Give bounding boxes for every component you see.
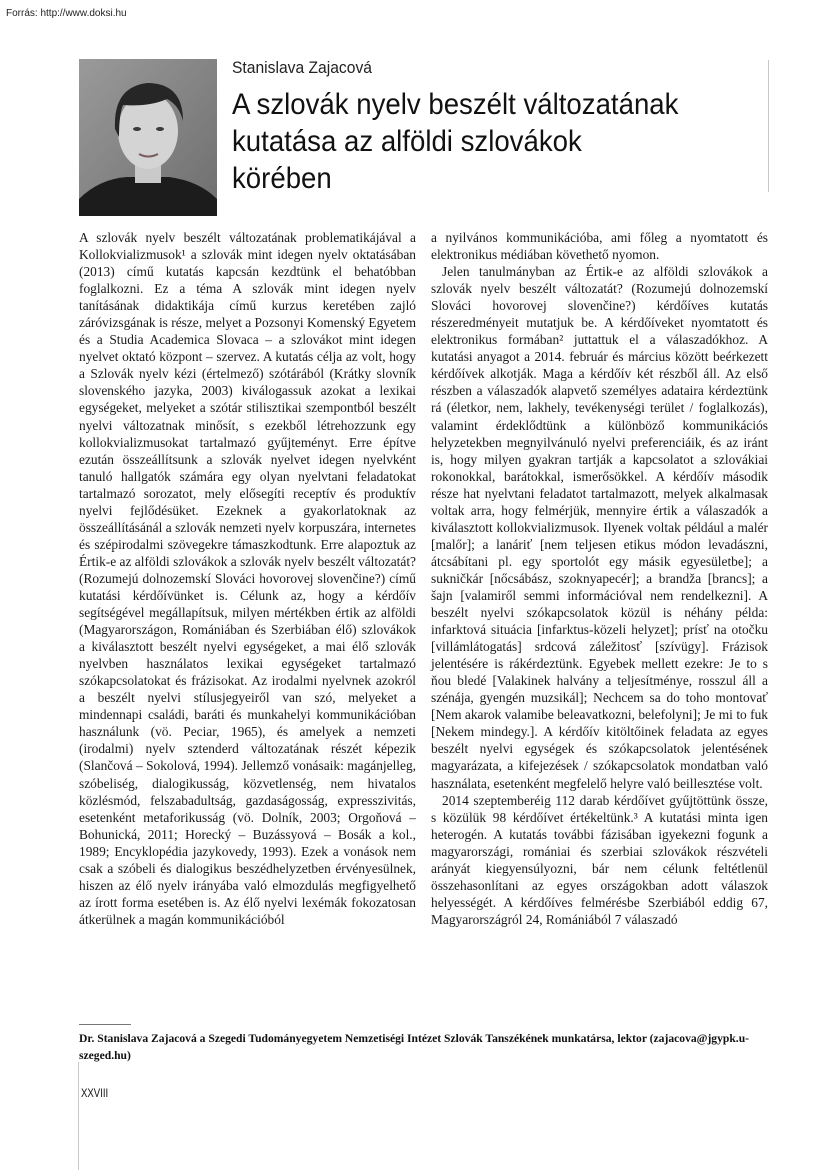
body-paragraph: Jelen tanulmányban az Értik-e az alföldi szlovákok a szlovák nyelv beszélt változatát? (Rozumejú dolnozemskí Slováci hovorovej slovenčine?) kérdőíves kutatás részeredményeit mutatjuk be. A kérdőíveket nyomtatott és elektronikus formában² juttattuk el a válaszadókhoz. A kutatási anyagot a 2014. február és március között beérkezett kérdőívek alkotják. Maga a kérdőív két részből áll. Az első részben a válaszadók alapvető személyes adataira kérdeztünk rá (életkor, nem, lakhely, tevékenységi terület / foglalkozás), valamint érdeklődtünk a különböző kommunikációs helyzetekben megnyilvánuló nyelvi preferenciáik, és az iránt is, hogy milyen gyakran tartják a kapcsolatot a szlovákiai rokonokkal, barátokkal, ismerősökkel. A kérdőív második része hat nyelvtani feladatot tartalmazott, melyek alkalmasak voltak arra, hogy felmérjük, mennyire értik a válaszadók a kiválasztott kollokvializmusok. Ilyenek voltak például a malér [malőr]; a lanáriť [nem teljesen etikus módon levadászni, átcsábítani pl. egy sportolót egy másik egyesületbe]; a sukničkár [nőcsábász, szoknyapecér]; a brandža [brancs]; a šajn [valamiről semmi információval nem rendelkezni]. A beszélt nyelvi szókapcsolatok közül is néhány példa: infarktová situácia [infarktus-közeli helyzet]; prísť na otočku [villámlátogatás] srdcová záležitosť [szívügy]. Frázisok jelentésére is rákérdeztünk. Egyebek mellett ezekre: Je to s ňou bledé [Valakinek halvány a teljesítménye, rosszul áll a szénája, gyengén muzsikál]; Nechcem sa do toho montovať [Nem akarok valamibe beleavatkozni, belefolyni]; Je mi to fuk [Nekem mindegy.]. A kérdőív kitöltőinek feladata az egyes beszélt nyelvi egységek és szókapcsolatok jelentésének magyarázata, a kifejezések / szókapcsolatok mondatban való használata, esetenként megfelelő helyre való beillesztése volt. [431,264,768,791]
title-line: körében [232,162,332,195]
author-name: Stanislava Zajacová [232,58,372,77]
article-title [232,86,772,197]
left-column [79,229,416,928]
margin-line [78,1062,79,1170]
author-portrait [79,59,217,216]
body-paragraph: a nyilvános kommunikációba, ami főleg a nyomtatott és elektronikus médiában követhető nyomon. [431,230,768,263]
author-footnote: Dr. Stanislava Zajacová a Szegedi Tudományegyetem Nemzetiségi Intézet Szlovák Tanszékének munkatársa, lektor (zajacova@jgypk.u-szeged.hu) [79,1032,750,1062]
footnote-rule [79,1024,131,1025]
body-paragraph: A szlovák nyelv beszélt változatának problematikájával a Kollokvializmusok¹ a szlovák mint idegen nyelv oktatásában (2013) című kutatás kapcsán kezdtünk el behatóbban foglalkozni. Ez a téma A szlovák mint idegen nyelv tanításának didaktikája című kurzus keretében zajló záróvizsgának is része, melyet a Pozsonyi Komenský Egyetem és a Studia Academica Slovaca – a szlovákot mint idegen nyelvet oktató központ – szervez. A kutatás célja az volt, hogy a Szlovák nyelv kézi (értelmező) szótárából (Krátky slovník slovenského jazyka, 2003) kiválogassuk azokat a lexikai egységeket, melyeket a szótár stilisztikai szempontból beszélt nyelvi változatnak minősít, s ezekből létrehozzunk egy kollokvializmusokat tartalmazó gyűjteményt. Erre építve ezután összeállítsunk a szlovák nyelvet idegen nyelvként tanuló hallgatók számára egy olyan nyelvtani feladatokat tartalmazó sorozatot, mely elősegíti receptív és produktív nyelvi fejlődésüket. Ezeknek a gyakorlatoknak az összeállításánál a szlovák nemzeti nyelv korpuszára, internetes és szépirodalmi szövegekre támaszkodtunk. Erre alapoztuk az Értik-e az alföldi szlovákok a szlovák nyelv beszélt változatát? (Rozumejú dolnozemskí Slováci hovorovej slovenčine?) című kutatási kérdőívünket is. Célunk az, hogy a kérdőív segítségével megállapítsuk, milyen mértékben értik az alföldi (Magyarországon, Romániában és Szerbiában élő) szlovákok a kiválasztott beszélt nyelvi egységeket, a mai élő szlovák nyelvben használatos lexikai egységeket tartalmazó szókapcsolatokat és frázisokat. Az irodalmi nyelvnek azokról a beszélt nyelvi stílusjegyeiről van szó, melyeket a mindennapi családi, baráti és munkahelyi kommunikációban használunk (vö. Peciar, 1965), és amelyek a nemzeti (irodalmi) nyelv sztenderd változatának részét képezik (Slančová – Sokolová, 1994). Jellemző vonásaik: magánjelleg, szóbeliség, dialogikusság, közvetlenség, nem hivatalos közlésmód, felszabadultság, gazdaságosság, expresszivitás, esetenként metaforikusság (vö. Dolník, 2003; Orgoňová – Bohunická, 2011; Horecký – Buzássyová – Bosák a kol., 1989; Encyklopédia jazykovedy, 1993). Ezek a vonások nem csak a szóbeli és dialogikus beszédhelyzetben érvényesülnek, hiszen az élő nyelv irányába való elmozdulás megfigyelhető az írott forma esetében is. Az élő nyelvi lexémák fokozatosan átkerülnek a magán kommunikációból [79,230,416,927]
page-number: XXVIII [81,1086,109,1100]
body-paragraph: 2014 szeptemberéig 112 darab kérdőívet gyűjtöttünk össze, s közülük 98 kérdőívet értékeltünk.³ A kutatási minta igen heterogén. A kutatás további fázisában igyekezni fogunk a magyarországi, romániai és szerbiai szlovákok részvételi arányát kiegyensúlyozni, bár nem célunk feltétlenül összehasonlítani az egyes országokban adott válaszok helyességét. A kérdőíves felmérésbe Szerbiából eddig 67, Magyarországról 24, Romániából 7 válaszadó [431,792,768,927]
right-column [431,229,768,928]
source-line: Forrás: http://www.doksi.hu [6,8,127,19]
title-line: A szlovák nyelv beszélt változatának [232,88,679,121]
title-line: kutatása az alföldi szlovákok [232,125,582,158]
column-divider [768,60,769,192]
